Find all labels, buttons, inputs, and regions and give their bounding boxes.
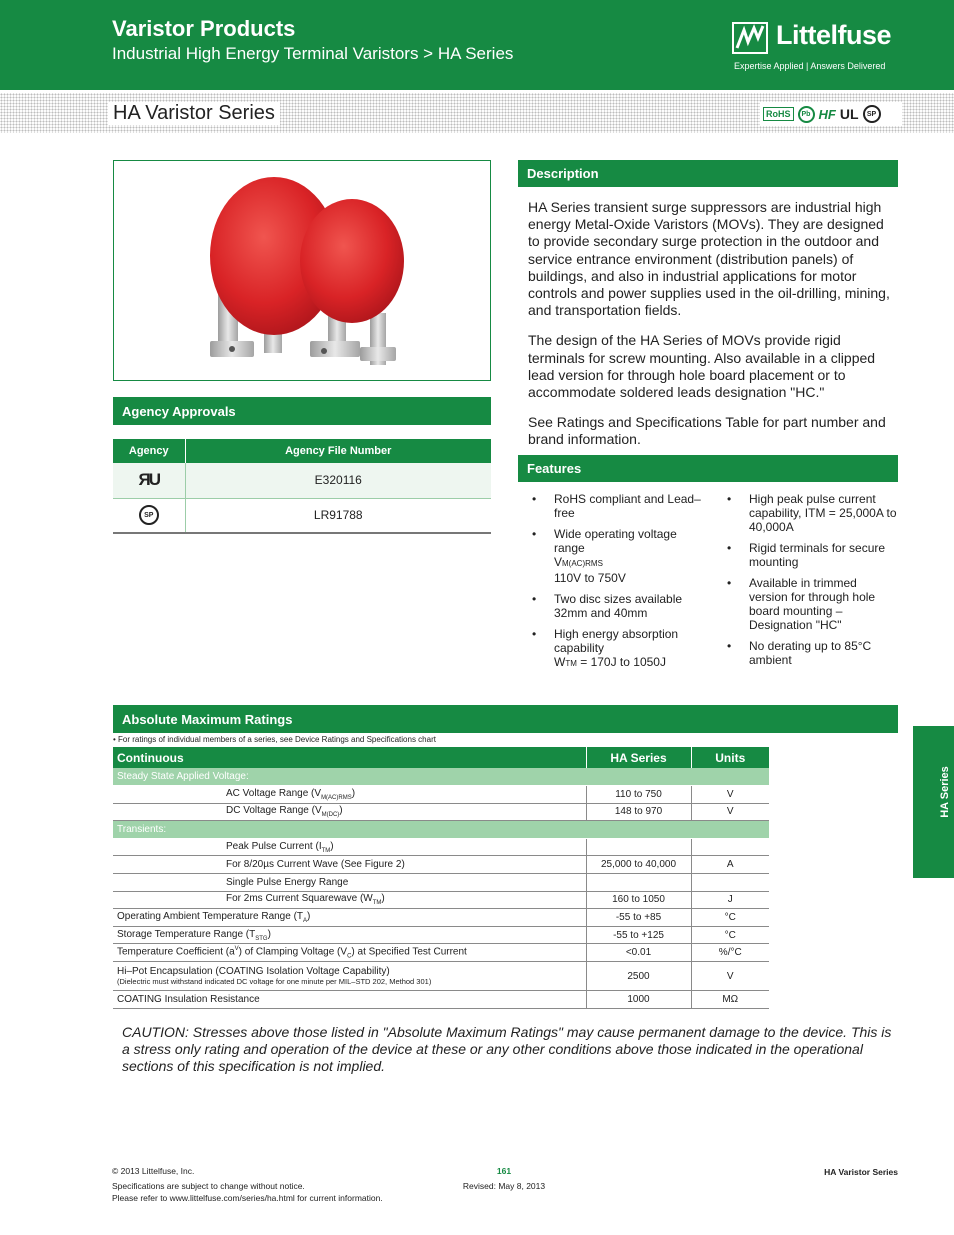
ratings-heading: Absolute Maximum Ratings bbox=[113, 705, 898, 733]
footer-refer[interactable]: Please refer to www.littelfuse.com/series/ha.html for current information. bbox=[112, 1193, 383, 1203]
description-paragraph: HA Series transient surge suppressors are industrial high energy Metal-Oxide Varistors (MOVs). They are designed to provide secondary surge protection in the outdoor and service entrance environment (distribution panels) of buildings, and also in industrial applications for motor controls and power supplies used in the oil-drilling, mining, and transportation fields. bbox=[528, 199, 890, 319]
list-item: • Available in trimmed version for through hole board mounting – Designation "HC" bbox=[727, 576, 876, 632]
page-number: 161 bbox=[496, 1166, 512, 1176]
series-title-band bbox=[0, 93, 954, 133]
agency-approvals-heading: Agency Approvals bbox=[113, 397, 491, 425]
footer-series: HA Varistor Series bbox=[824, 1167, 898, 1177]
continuous-column-header: Continuous bbox=[113, 747, 586, 768]
description-body bbox=[528, 199, 898, 462]
description-paragraph: The design of the HA Series of MOVs provide rigid terminals for screw mounting. Also available in a clipped lead version for through hole board placement or to accommodate soldered leads designation "HC." bbox=[528, 332, 876, 401]
side-tab[interactable] bbox=[913, 726, 954, 878]
caution-note: CAUTION: Stresses above those listed in "Absolute Maximum Ratings" may cause permanent damage to the device. This is a stress only rating and operation of the device at these or any other conditions above those indicated in the operational sections of this specification is not implied. bbox=[122, 1024, 892, 1074]
logo-wordmark: Littelfuse bbox=[776, 20, 892, 50]
footer-copyright: © 2013 Littelfuse, Inc. bbox=[112, 1166, 195, 1176]
footer-center bbox=[440, 1165, 568, 1192]
list-item: • High peak pulse current capability, ITM = 25,000A to 40,000A bbox=[727, 492, 897, 534]
lead-free-icon: Pb bbox=[798, 106, 815, 123]
list-item: • Two disc sizes available 32mm and 40mm bbox=[532, 592, 683, 620]
list-item: • Wide operating voltage range VM(AC)RMS 110V to 750V bbox=[532, 527, 677, 585]
product-photo bbox=[113, 160, 491, 381]
list-item: • High energy absorption capability WTM = 170J to 1050J bbox=[532, 627, 679, 669]
compliance-badges bbox=[760, 102, 902, 126]
series-title: HA Varistor Series bbox=[108, 102, 280, 125]
list-item: • RoHS compliant and Lead–free bbox=[532, 492, 701, 520]
csa-badge-icon: SP bbox=[863, 105, 881, 123]
table-row: Temperature Coefficient $(a^V)$ of Clamping Voltage $(V_C)$ at Specified Test Current <0.01 %/°C bbox=[113, 944, 769, 962]
table-row: For 8/20µs Current Wave (See Figure 2) 25,000 to 40,000 A bbox=[113, 856, 769, 874]
littelfuse-logo[interactable] bbox=[732, 20, 902, 76]
table-row: Hi–Pot Encapsulation (COATING Isolation Voltage Capability) (Dielectric must withstand indicated DC voltage for one minute per MIL–STD 202, Method 301) 2500 V bbox=[113, 962, 769, 991]
list-item: • No derating up to 85°C ambient bbox=[727, 639, 872, 667]
description-heading: Description bbox=[518, 160, 898, 187]
table-row: Peak Pulse Current $(I_{TM})$ bbox=[113, 838, 769, 856]
agency-approvals-table bbox=[113, 439, 491, 534]
agency-file-number: E320116 bbox=[185, 463, 491, 498]
footer-notice: Specifications are subject to change without notice. bbox=[112, 1180, 305, 1191]
ratings-note: • For ratings of individual members of a series, see Device Ratings and Specifications chart bbox=[113, 735, 436, 744]
revised-date: Revised: May 8, 2013 bbox=[462, 1180, 546, 1191]
table-row: DC Voltage Range $(V_{M(DC)})$ 148 to 970 V bbox=[113, 803, 769, 821]
table-row: For 2ms Current Squarewave $(W_{TM})$ 160 to 1050 J bbox=[113, 891, 769, 909]
table-row: Transients: bbox=[113, 821, 769, 839]
varistor-image-icon bbox=[114, 161, 490, 380]
rohs-icon: RoHS bbox=[763, 107, 794, 121]
halogen-free-icon: HF bbox=[818, 106, 836, 122]
list-item: • Rigid terminals for secure mounting bbox=[727, 541, 886, 569]
logo-tagline: Expertise Applied | Answers Delivered bbox=[734, 61, 886, 71]
table-row: AC Voltage Range $(V_{M(AC)RMS})$ 110 to 750 V bbox=[113, 786, 769, 804]
table-row: COATING Insulation Resistance 1000 MΩ bbox=[113, 991, 769, 1009]
page-header bbox=[0, 0, 954, 90]
side-tab-label: HA Series bbox=[938, 766, 951, 818]
ratings-table bbox=[113, 747, 769, 1009]
table-row bbox=[113, 463, 491, 498]
features-heading: Features bbox=[518, 455, 898, 482]
table-row: Single Pulse Energy Range bbox=[113, 874, 769, 892]
agency-file-number: LR91788 bbox=[185, 498, 491, 533]
ul-recognized-icon: ЯU bbox=[138, 470, 159, 490]
table-row: Operating Ambient Temperature Range $(T_A)$ -55 to +85 °C bbox=[113, 909, 769, 927]
table-row: Steady State Applied Voltage: bbox=[113, 768, 769, 786]
ha-series-column-header: HA Series bbox=[586, 747, 691, 768]
header-breadcrumb: Industrial High Energy Terminal Varistors > HA Series bbox=[112, 44, 514, 63]
littelfuse-logo-icon bbox=[732, 22, 768, 54]
ul-recognized-badge-icon: UL bbox=[839, 106, 859, 122]
agency-file-column-header: Agency File Number bbox=[185, 439, 491, 463]
agency-column-header: Agency bbox=[113, 439, 185, 463]
footer-left bbox=[112, 1165, 383, 1205]
csa-icon: SP bbox=[139, 505, 159, 525]
units-column-header: Units bbox=[691, 747, 769, 768]
table-row bbox=[113, 498, 491, 533]
table-row: Storage Temperature Range $(T_{STG})$ -55 to +125 °C bbox=[113, 926, 769, 944]
header-title: Varistor Products bbox=[112, 16, 296, 41]
description-paragraph: See Ratings and Specifications Table for part number and brand information. bbox=[528, 414, 886, 448]
